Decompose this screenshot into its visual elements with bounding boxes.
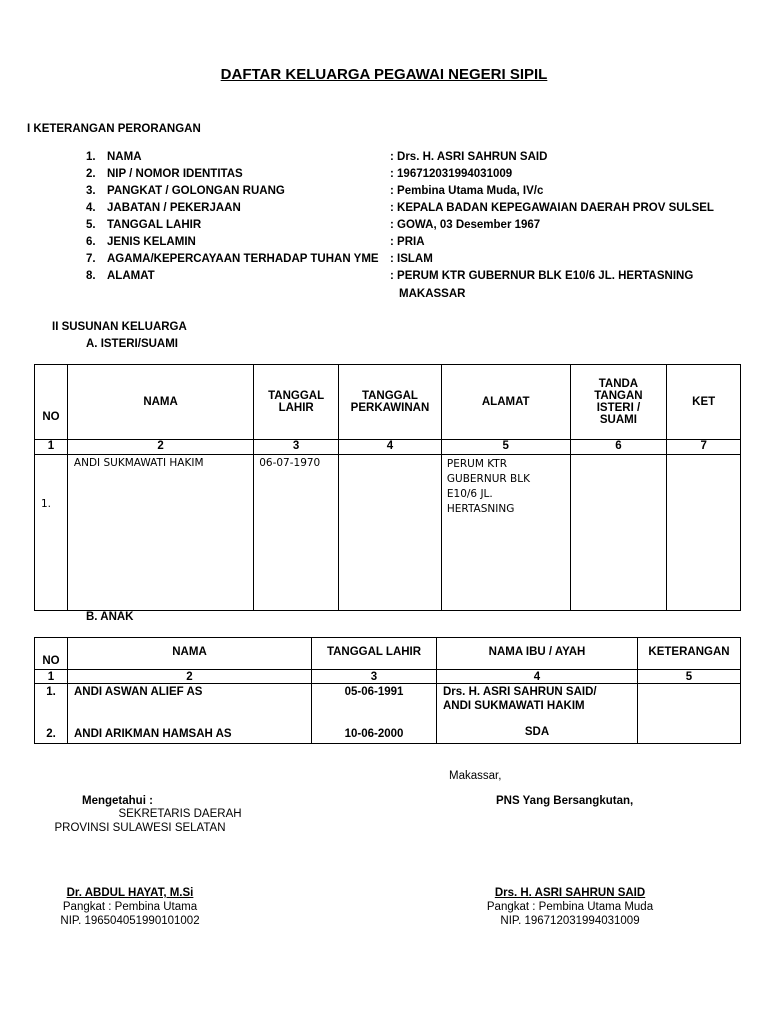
header-line: SUAMI [599, 414, 637, 426]
info-number: 3. [86, 185, 96, 197]
info-row-nip [0, 168, 768, 184]
left-sign-role-2: PROVINSI SULAWESI SELATAN [54, 822, 226, 834]
info-number: 2. [86, 168, 96, 180]
header-line: TANGGAL [268, 390, 325, 402]
info-number: 5. [86, 219, 96, 231]
child-birth-date: 05-06-1991 [344, 686, 404, 698]
column-number: 5 [441, 440, 570, 455]
info-row-birth [0, 219, 768, 235]
info-value: : KEPALA BADAN KEPEGAWAIAN DAERAH PROV SULSEL [390, 202, 714, 214]
header-line: TANDA [598, 378, 639, 390]
cell-keterangan [638, 684, 741, 744]
column-number: 2 [68, 670, 312, 684]
column-number-row [35, 440, 741, 455]
address-line: E10/6 JL. [446, 488, 493, 500]
info-label: NIP / NOMOR IDENTITAS [107, 168, 243, 180]
header-tanggal-lahir [254, 365, 339, 440]
header-line: LAHIR [278, 402, 314, 414]
row-number: 1. [46, 686, 56, 698]
child-birth-date: 10-06-2000 [344, 728, 404, 740]
cell-nama-ibu-ayah [437, 684, 638, 744]
info-value: : Pembina Utama Muda, IV/c [390, 185, 544, 197]
info-row-address [0, 270, 768, 304]
children-table [34, 637, 741, 744]
info-value: : Drs. H. ASRI SAHRUN SAID [390, 151, 548, 163]
cell-nama [68, 684, 312, 744]
subsection-b-heading: B. ANAK [86, 611, 134, 623]
column-number: 1 [35, 670, 68, 684]
column-number: 3 [254, 440, 339, 455]
header-nama: NAMA [68, 638, 312, 670]
info-label: NAMA [107, 151, 142, 163]
column-number: 4 [339, 440, 442, 455]
table-header-row [35, 638, 741, 670]
header-tanda-tangan [570, 365, 667, 440]
address-line: HERTASNING [446, 503, 515, 515]
right-sign-rank: Pangkat : Pembina Utama Muda [486, 901, 654, 913]
info-value: : PERUM KTR GUBERNUR BLK E10/6 JL. HERTASNING [390, 270, 694, 282]
parent-line: Drs. H. ASRI SAHRUN SAID/ [443, 686, 597, 698]
header-keterangan: KETERANGAN [638, 638, 741, 670]
info-label: JENIS KELAMIN [107, 236, 196, 248]
document-title: DAFTAR KELUARGA PEGAWAI NEGERI SIPIL [220, 66, 548, 83]
column-number: 3 [312, 670, 437, 684]
child-name: ANDI ASWAN ALIEF AS [74, 686, 203, 698]
info-label: AGAMA/KEPERCAYAAN TERHADAP TUHAN YME [107, 253, 379, 265]
section-1-heading: I KETERANGAN PERORANGAN [27, 123, 201, 135]
cell-tanda-tangan [570, 455, 667, 611]
column-number-row [35, 670, 741, 684]
header-line: TANGAN [594, 390, 643, 402]
info-label: ALAMAT [107, 270, 155, 282]
header-nama: NAMA [67, 365, 253, 440]
place-label: Makassar, [449, 770, 502, 782]
left-sign-nip: NIP. 196504051990101002 [60, 915, 200, 927]
row-number: 2. [46, 728, 56, 740]
cell-nama: ANDI SUKMAWATI HAKIM [67, 455, 253, 611]
table-row [35, 455, 741, 611]
table-row [35, 684, 741, 744]
child-name: ANDI ARIKMAN HAMSAH AS [74, 728, 232, 740]
cell-tanggal-lahir: 06-07-1970 [254, 455, 339, 611]
header-ket: KET [667, 365, 741, 440]
info-row-position [0, 202, 768, 218]
info-number: 6. [86, 236, 96, 248]
column-number: 2 [67, 440, 253, 455]
left-sign-role: SEKRETARIS DAERAH [118, 808, 242, 820]
cell-no: 1. [35, 455, 68, 611]
info-row-religion [0, 253, 768, 269]
right-sign-nip: NIP. 196712031994031009 [500, 915, 640, 927]
info-number: 4. [86, 202, 96, 214]
info-value: : 196712031994031009 [390, 168, 513, 180]
section-2-heading: II SUSUNAN KELUARGA [52, 321, 187, 333]
info-label: JABATAN / PEKERJAAN [107, 202, 241, 214]
address-line: GUBERNUR BLK [446, 473, 530, 485]
left-sign-rank: Pangkat : Pembina Utama [62, 901, 198, 913]
info-row-name [0, 151, 768, 167]
info-value: : PRIA [390, 236, 425, 248]
cell-no [35, 684, 68, 744]
column-number: 6 [570, 440, 667, 455]
info-label: TANGGAL LAHIR [107, 219, 202, 231]
header-tanggal-perkawinan [339, 365, 442, 440]
cell-tanggal-lahir [312, 684, 437, 744]
header-nama-ibu-ayah: NAMA IBU / AYAH [437, 638, 638, 670]
right-sign-intro: PNS Yang Bersangkutan, [496, 795, 634, 807]
cell-alamat [441, 455, 570, 611]
parent-line: SDA [524, 726, 550, 738]
cell-ket [667, 455, 741, 611]
column-number: 5 [638, 670, 741, 684]
column-number: 4 [437, 670, 638, 684]
column-number: 1 [35, 440, 68, 455]
left-sign-name: Dr. ABDUL HAYAT, M.Si [66, 887, 194, 899]
left-sign-intro: Mengetahui : [82, 795, 153, 807]
right-sign-name: Drs. H. ASRI SAHRUN SAID [494, 887, 646, 899]
header-line: PERKAWINAN [350, 402, 430, 414]
header-alamat: ALAMAT [441, 365, 570, 440]
spouse-table [34, 364, 741, 611]
table-header-row [35, 365, 741, 440]
header-no: NO [35, 638, 68, 670]
info-row-gender [0, 236, 768, 252]
header-line: TANGGAL [361, 390, 418, 402]
info-number: 1. [86, 151, 96, 163]
info-value-continued: MAKASSAR [399, 288, 466, 300]
subsection-a-heading: A. ISTERI/SUAMI [86, 338, 179, 350]
address-line: PERUM KTR [446, 458, 508, 470]
info-row-rank [0, 185, 768, 201]
info-value: : GOWA, 03 Desember 1967 [390, 219, 541, 231]
column-number: 7 [667, 440, 741, 455]
info-number: 7. [86, 253, 96, 265]
cell-tanggal-perkawinan [339, 455, 442, 611]
info-value: : ISLAM [390, 253, 433, 265]
parent-line: ANDI SUKMAWATI HAKIM [443, 700, 585, 712]
info-number: 8. [86, 270, 96, 282]
info-label: PANGKAT / GOLONGAN RUANG [107, 185, 285, 197]
header-tanggal-lahir: TANGGAL LAHIR [312, 638, 437, 670]
header-line: ISTERI / [596, 402, 641, 414]
header-no: NO [35, 365, 68, 440]
